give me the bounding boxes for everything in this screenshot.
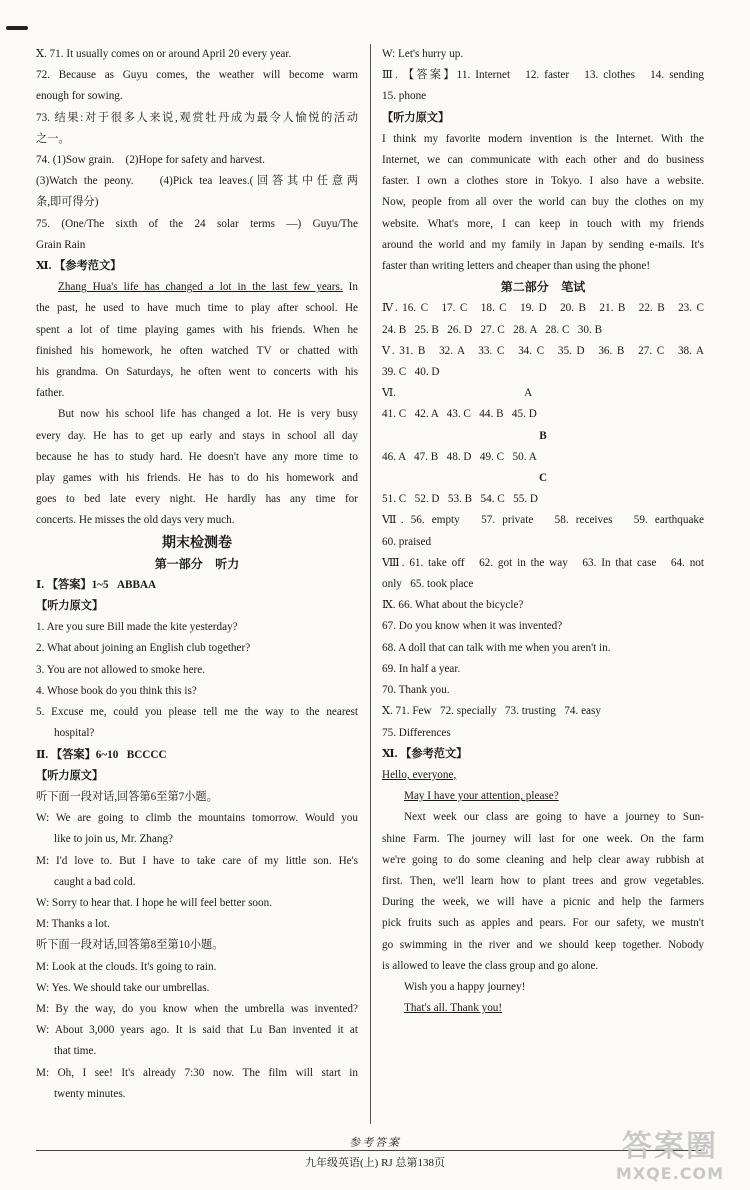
left-text-line: goes to bed late every night. He hardly has any time for — [36, 493, 358, 506]
watermark-logo-text: 答案圈 — [622, 1129, 718, 1164]
column-divider — [370, 44, 371, 1124]
right-text-line: 第二部分 笔试 — [500, 280, 586, 295]
left-text-line: 期末检测卷 — [162, 534, 232, 551]
left-text-line: (3)Watch the peony. (4)Pick tea leaves.(回答其中任意两 — [36, 175, 358, 188]
left-text-line: M: Look at the clouds. It's going to rain. — [36, 960, 217, 973]
right-text-line: Ⅸ. 66. What about the bicycle? — [382, 599, 524, 612]
right-text-line: 69. In half a year. — [382, 662, 461, 675]
right-text-line: only 65. took place — [382, 578, 474, 591]
left-text-line: Ⅱ. 【答案】6~10 BCCCC — [36, 748, 167, 761]
left-text-line: because he has to study hard. He doesn't have any more time to — [36, 450, 358, 463]
right-text-line: W: Let's hurry up. — [382, 48, 464, 60]
right-text-line: 46. A 47. B 48. D 49. C 50. A — [382, 450, 537, 463]
left-text-line: W: We are going to climb the mountains tomorrow. Would you — [36, 812, 358, 825]
left-text-line: concerts. He misses the old days very much. — [36, 514, 235, 527]
left-text-line: 【听力原文】 — [36, 769, 104, 782]
right-text-line: Internet, we can communicate with each other and do business — [382, 154, 704, 167]
right-text-line: faster. I own a clothes store in Tokyo. I also have a website. — [382, 175, 704, 188]
right-text-line: 41. C 42. A 43. C 44. B 45. D — [382, 408, 537, 421]
left-text-line: 72. Because as Guyu comes, the weather will become warm — [36, 69, 358, 82]
left-text-line: that time. — [54, 1045, 97, 1058]
right-text-line: 24. B 25. B 26. D 27. C 28. A 28. C 30. B — [382, 323, 603, 336]
right-text-line: we're going to do some cleaning and help clear away rubbish at — [382, 853, 704, 866]
left-text-line: hospital? — [54, 727, 95, 740]
right-text-line: Ⅵ. A — [382, 387, 533, 400]
site-watermark — [600, 1130, 740, 1188]
watermark-url: MXQE.COM — [615, 1164, 725, 1183]
corner-mark — [6, 26, 28, 30]
underlined-phrase: Zhang Hua's life has changed a lot in the last few years. — [58, 281, 343, 294]
right-text-line: pick fruits such as apples and pears. For our safety, we mustn't — [382, 917, 704, 930]
left-text-line: W: Sorry to hear that. I hope he will feel better soon. — [36, 896, 273, 909]
left-text-line: twenty minutes. — [54, 1087, 126, 1100]
right-text-line: Ⅺ. 【参考范文】 — [382, 747, 468, 760]
right-text-line: Next week our class are going to have a journey to Sun- — [404, 811, 704, 824]
left-text-line: 74. (1)Sow grain. (2)Hope for safety and harvest. — [36, 154, 265, 167]
left-text-line: 3. You are not allowed to smoke here. — [36, 663, 206, 676]
right-text-line: C — [538, 472, 548, 485]
left-text-line: every day. He has to get up early and stays in school all day — [36, 429, 358, 442]
underlined-phrase: That's all. Thank you! — [404, 1002, 503, 1015]
left-column — [36, 44, 358, 1105]
right-text-line — [382, 998, 704, 1019]
left-text-line: M: I'd love to. But I have to take care of my little son. He's — [36, 854, 358, 867]
right-text-line: 【听力原文】 — [382, 111, 450, 124]
left-text-line: Zhang Hua's life has changed a lot in the last few years. In — [58, 281, 358, 294]
left-text-line: 【听力原文】 — [36, 600, 104, 613]
right-text-line: 39. C 40. D — [382, 366, 440, 379]
left-text-line: like to join us, Mr. Zhang? — [54, 833, 174, 846]
right-text-line: around the world and my family in Japan by sending e-mails. It's — [382, 238, 704, 251]
left-text-line: 听下面一段对话,回答第6至第7小题。 — [36, 790, 218, 803]
footer-page-info: 九年级英语(上) RJ 总第138页 — [305, 1157, 445, 1169]
right-text-line: go swimming in the river and we should keep together. Nobody — [382, 938, 704, 951]
right-text-line: 70. Thank you. — [382, 684, 450, 697]
left-text-line: enough for sowing. — [36, 90, 123, 103]
left-text-line: But now his school life has changed a lot. He is very busy — [58, 408, 358, 421]
left-text-line: Ⅺ. 【参考范文】 — [36, 260, 122, 273]
right-text-line: During the week, we will have a picnic and help the farmers — [382, 896, 704, 909]
left-text-line: 第一部分 听力 — [154, 556, 240, 571]
left-text-line: his grandma. On Saturdays, he often went to concerts with his — [36, 366, 358, 379]
right-text-line — [382, 765, 704, 786]
left-text-line: Ⅹ. 71. It usually comes on or around April 20 every year. — [36, 48, 292, 60]
right-text-line: Now, people from all over the world can buy the clothes on my — [382, 196, 704, 209]
underlined-phrase: Hello, everyone, — [382, 768, 457, 781]
left-text-line: 条,即可得分) — [36, 196, 99, 209]
left-text-line: Ⅰ. 【答案】1~5 ABBAA — [36, 578, 157, 591]
right-text-line: 67. Do you know when it was invented? — [382, 620, 563, 633]
left-text-line: father. — [36, 387, 65, 400]
right-text-line: 68. A doll that can talk with me when you aren't in. — [382, 641, 611, 654]
left-text-line: 2. What about joining an English club together? — [36, 642, 251, 655]
left-text-line: Grain Rain — [36, 238, 86, 251]
right-text-line: website. What's more, I can keep in touch with my friends — [382, 217, 704, 230]
left-text-line: M: By the way, do you know when the umbrella was invented? — [36, 1002, 358, 1015]
left-text-line: 5. Excuse me, could you please tell me the way to the nearest — [36, 706, 358, 719]
left-text-line: M: Thanks a lot. — [36, 918, 110, 931]
underlined-phrase: May I have your attention, please? — [404, 790, 559, 803]
right-text-line: shine Farm. The journey will last for one week. On the farm — [382, 832, 704, 845]
left-text-line: M: Oh, I see! It's already 7:30 now. The film will start in — [36, 1066, 358, 1079]
right-text-line: Ⅴ. 31. B 32. A 33. C 34. C 35. D 36. B 27. C 38. A — [382, 344, 704, 357]
right-text-line: 75. Differences — [382, 726, 451, 739]
right-text-line: Ⅶ. 56. empty 57. private 58. receives 59. earthquake — [382, 514, 704, 527]
left-text-line: finished his homework, he often watched TV or chatted with — [36, 344, 358, 357]
right-text-line: B — [539, 429, 547, 442]
right-text-line: Ⅹ. 71. Few 72. specially 73. trusting 74. easy — [382, 705, 601, 718]
right-text-line: 60. praised — [382, 535, 432, 548]
left-text-line: W: About 3,000 years ago. It is said that Lu Ban invented it at — [36, 1024, 358, 1037]
right-text-line: is allowed to leave the class group and go alone. — [382, 959, 599, 972]
right-text-line: Ⅳ. 16. C 17. C 18. C 19. D 20. B 21. B 22. B 23. C — [382, 302, 704, 315]
right-text-line: faster than writing letters and cheaper than using the phone! — [382, 260, 651, 273]
left-text-line: caught a bad cold. — [54, 875, 136, 888]
right-column — [382, 44, 704, 1019]
left-text-line: 听下面一段对话,回答第8至第10小题。 — [36, 939, 224, 952]
left-text-line: 75. (One/The sixth of the 24 solar terms —) Guyu/The — [36, 217, 358, 230]
right-text-line: 51. C 52. D 53. B 54. C 55. D — [382, 493, 539, 506]
right-text-line: I think my favorite modern invention is the Internet. With the — [382, 132, 704, 145]
left-text-line: 之一。 — [36, 132, 70, 145]
footer-title: 参考答案 — [349, 1137, 401, 1149]
right-text-line: Ⅲ. 【答案】11. Internet 12. faster 13. clothes 14. sending — [382, 69, 704, 82]
left-text-line: play games with his friends. He has to do his homework and — [36, 472, 358, 485]
right-text-line: first. Then, we'll learn how to plant trees and grow vegetables. — [382, 874, 704, 887]
left-text-line: spent a lot of time playing games with his friends. When he — [36, 323, 358, 336]
right-text-line — [382, 786, 704, 807]
left-text-line: 73. 结果:对于很多人来说,观赏牡丹成为最令人愉悦的活动 — [36, 111, 358, 124]
right-text-line: 15. phone — [382, 90, 427, 103]
left-text-line: W: Yes. We should take our umbrellas. — [36, 981, 210, 994]
right-text-line: Ⅷ. 61. take off 62. got in the way 63. In that case 64. not — [382, 556, 704, 569]
right-text-line: Wish you a happy journey! — [404, 980, 526, 993]
left-text-line: 4. Whose book do you think this is? — [36, 684, 197, 697]
left-text-line: the past, he used to have much time to play after school. He — [36, 302, 358, 315]
left-text-line: 1. Are you sure Bill made the kite yesterday? — [36, 621, 238, 634]
